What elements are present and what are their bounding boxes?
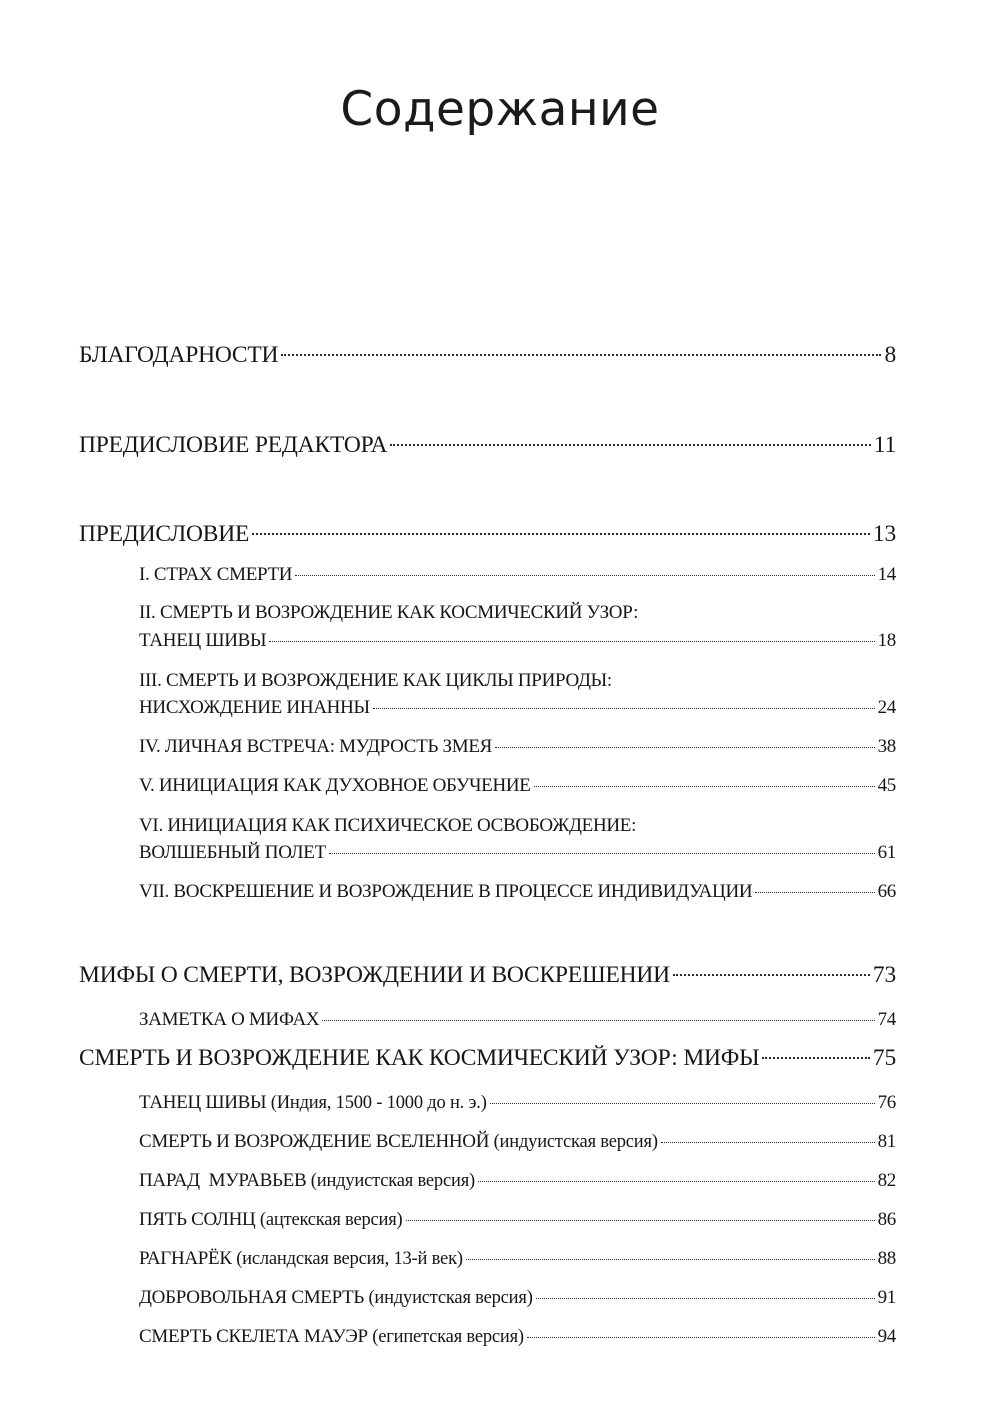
toc-entry-acknowledgements[interactable] xyxy=(79,342,896,369)
toc-entry-title: ДОБРОВОЛЬНАЯ СМЕРТЬ xyxy=(139,1287,365,1308)
dot-leader xyxy=(406,1220,875,1221)
toc-page-number: 14 xyxy=(877,564,896,585)
toc-entry-chapter-1[interactable] xyxy=(139,564,896,586)
dot-leader xyxy=(661,1142,875,1143)
toc-page-number: 18 xyxy=(877,630,896,651)
toc-entry-label xyxy=(139,1287,533,1309)
toc-entry-label: НИСХОЖДЕНИЕ ИНАННЫ xyxy=(139,697,370,718)
toc-entry-five-suns[interactable] xyxy=(139,1209,896,1231)
dot-leader xyxy=(534,786,875,787)
toc-entry-label xyxy=(139,1170,475,1192)
dot-leader xyxy=(390,444,871,446)
dot-leader xyxy=(755,892,874,893)
toc-entry-label: I. СТРАХ СМЕРТИ xyxy=(139,564,293,585)
toc-page-number: 38 xyxy=(877,736,896,757)
toc-entry-chapter-3-line1: III. СМЕРТЬ И ВОЗРОЖДЕНИЕ КАК ЦИКЛЫ ПРИРОДЫ: xyxy=(139,670,612,691)
toc-entry-label xyxy=(139,1326,524,1348)
toc-page-number: 24 xyxy=(877,697,896,718)
toc-entry-death-rebirth-universe[interactable] xyxy=(139,1131,896,1153)
toc-entry-label: VII. ВОСКРЕШЕНИЕ И ВОЗРОЖДЕНИЕ В ПРОЦЕССЕ ИНДИВИДУАЦИИ xyxy=(139,881,753,902)
toc-page-number: 13 xyxy=(872,521,896,547)
toc-entry-label: ТАНЕЦ ШИВЫ xyxy=(139,630,267,651)
toc-entry-title: ТАНЕЦ ШИВЫ xyxy=(139,1092,267,1113)
toc-entry-label: СМЕРТЬ И ВОЗРОЖДЕНИЕ КАК КОСМИЧЕСКИЙ УЗОР: МИФЫ xyxy=(79,1045,760,1071)
toc-entry-preface[interactable] xyxy=(79,521,896,548)
dot-leader xyxy=(495,747,875,748)
toc-page-number: 61 xyxy=(877,842,896,863)
toc-entry-death-of-skeleton-mauer[interactable] xyxy=(139,1326,896,1348)
toc-entry-chapter-2[interactable] xyxy=(139,630,896,652)
toc-entry-title: ПЯТЬ СОЛНЦ xyxy=(139,1209,256,1230)
dot-leader xyxy=(373,708,875,709)
toc-entry-label xyxy=(139,1248,463,1270)
toc-entry-title: СМЕРТЬ СКЕЛЕТА МАУЭР xyxy=(139,1326,368,1347)
toc-entry-chapter-7[interactable] xyxy=(139,881,896,903)
dot-leader xyxy=(269,641,874,642)
dot-leader xyxy=(329,853,875,854)
toc-page-number: 11 xyxy=(873,432,896,458)
dot-leader xyxy=(252,533,870,535)
toc-entry-label xyxy=(139,1092,487,1114)
toc-entry-note: (Индия, 1500 - 1000 до н. э.) xyxy=(270,1093,487,1113)
dot-leader xyxy=(281,354,881,356)
toc-entry-chapter-6[interactable] xyxy=(139,842,896,864)
toc-entry-label: ВОЛШЕБНЫЙ ПОЛЕТ xyxy=(139,842,326,863)
toc-entry-parade-of-ants[interactable] xyxy=(139,1170,896,1192)
toc-entry-label: ЗАМЕТКА О МИФАХ xyxy=(139,1009,320,1030)
toc-entry-cosmic-pattern-myths[interactable] xyxy=(79,1045,896,1072)
toc-entry-label xyxy=(139,1131,658,1153)
toc-entry-editors-preface[interactable] xyxy=(79,432,896,459)
toc-page-number: 8 xyxy=(884,342,896,368)
dot-leader xyxy=(322,1020,874,1021)
toc-entry-ragnarok[interactable] xyxy=(139,1248,896,1270)
toc-entry-note: (исландская версия, 13-й век) xyxy=(236,1249,463,1269)
toc-entry-voluntary-death[interactable] xyxy=(139,1287,896,1309)
toc-page-number: 75 xyxy=(872,1045,896,1071)
toc-entry-label: IV. ЛИЧНАЯ ВСТРЕЧА: МУДРОСТЬ ЗМЕЯ xyxy=(139,736,493,757)
toc-entry-title: СМЕРТЬ И ВОЗРОЖДЕНИЕ ВСЕЛЕННОЙ xyxy=(139,1131,490,1152)
toc-page-number: 94 xyxy=(877,1326,896,1347)
dot-leader xyxy=(295,575,874,576)
toc-entry-label xyxy=(139,1209,403,1231)
toc-page-number: 74 xyxy=(877,1009,896,1030)
toc-entry-note: (индуистская версия) xyxy=(493,1132,658,1152)
toc-page-number: 86 xyxy=(877,1209,896,1230)
toc-entry-note: (индуистская версия) xyxy=(310,1171,475,1191)
toc-page-number: 45 xyxy=(877,775,896,796)
toc-entry-note: (индуистская версия) xyxy=(368,1288,533,1308)
toc-page-number: 82 xyxy=(877,1170,896,1191)
dot-leader xyxy=(478,1181,875,1182)
toc-page-number: 73 xyxy=(872,962,896,988)
toc-entry-label: БЛАГОДАРНОСТИ xyxy=(79,342,279,368)
toc-entry-note: (египетская версия) xyxy=(372,1327,524,1347)
dot-leader xyxy=(762,1057,869,1059)
dot-leader xyxy=(466,1259,875,1260)
toc-entry-chapter-3[interactable] xyxy=(139,697,896,719)
dot-leader xyxy=(527,1337,875,1338)
toc-entry-label: ПРЕДИСЛОВИЕ РЕДАКТОРА xyxy=(79,432,388,458)
toc-page-number: 88 xyxy=(877,1248,896,1269)
toc-page-number: 81 xyxy=(877,1131,896,1152)
dot-leader xyxy=(536,1298,875,1299)
toc-entry-title: ПАРАД МУРАВЬЕВ xyxy=(139,1170,307,1191)
toc-entry-chapter-6-line1: VI. ИНИЦИАЦИЯ КАК ПСИХИЧЕСКОЕ ОСВОБОЖДЕНИЕ: xyxy=(139,815,637,836)
toc-entry-myths-of-death[interactable] xyxy=(79,962,896,989)
dot-leader xyxy=(673,974,870,976)
page-title: Содержание xyxy=(340,82,660,137)
toc-entry-note-on-myths[interactable] xyxy=(139,1009,896,1031)
toc-entry-chapter-5[interactable] xyxy=(139,775,896,797)
toc-entry-chapter-4[interactable] xyxy=(139,736,896,758)
toc-entry-dance-of-shiva[interactable] xyxy=(139,1092,896,1114)
toc-page-number: 76 xyxy=(877,1092,896,1113)
toc-entry-title: РАГНАРЁК xyxy=(139,1248,232,1269)
toc-entry-label: ПРЕДИСЛОВИЕ xyxy=(79,521,250,547)
toc-entry-note: (ацтекская версия) xyxy=(259,1210,403,1230)
toc-page-number: 91 xyxy=(877,1287,896,1308)
toc-page-number: 66 xyxy=(877,881,896,902)
toc-entry-label: МИФЫ О СМЕРТИ, ВОЗРОЖДЕНИИ И ВОСКРЕШЕНИИ xyxy=(79,962,670,988)
toc-entry-label: V. ИНИЦИАЦИЯ КАК ДУХОВНОЕ ОБУЧЕНИЕ xyxy=(139,775,531,796)
toc-entry-chapter-2-line1: II. СМЕРТЬ И ВОЗРОЖДЕНИЕ КАК КОСМИЧЕСКИЙ УЗОР: xyxy=(139,602,639,623)
dot-leader xyxy=(490,1103,875,1104)
